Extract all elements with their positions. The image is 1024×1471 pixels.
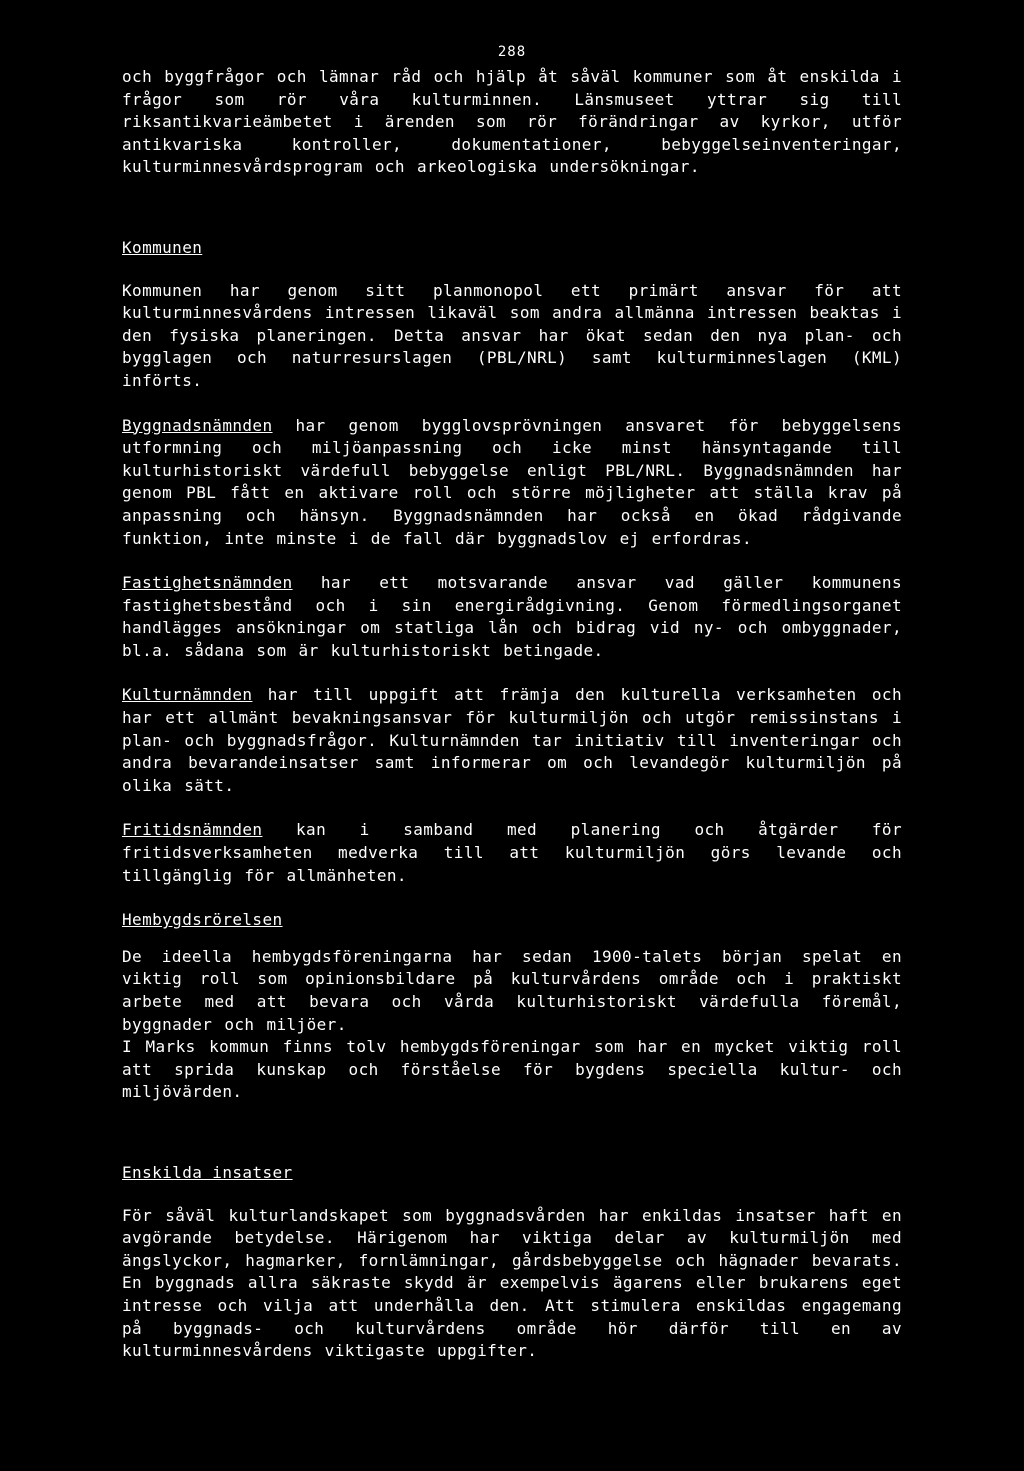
heading-hembygdsrorelsen: Hembygdsrörelsen xyxy=(122,910,283,930)
fastighetsnamnden-paragraph xyxy=(122,572,902,662)
section-hembygdsrorelsen xyxy=(122,909,902,1104)
kulturnamnden-lead: Kulturnämnden xyxy=(122,685,253,705)
fastighetsnamnden-lead: Fastighetsnämnden xyxy=(122,573,293,593)
document-body xyxy=(122,66,902,1363)
kulturnamnden-text: har till uppgift att främja den kulturella verksamheten och har ett allmänt bevakningsansvar för kulturmiljön och utgör remissinstans i plan- och byggnadsfrågor. Kulturnämnden tar initiativ till inventeringar och andra bevarandeinsatser samt informerar om och levandegör kulturmiljön på olika sätt. xyxy=(122,685,902,795)
kommunen-paragraph: Kommunen har genom sitt planmonopol ett primärt ansvar för att kulturminnesvårdens intressen likaväl som andra allmänna intressen beaktas i den fysiska planeringen. Detta ansvar har ökat sedan den nya plan- och bygglagen och naturresurslagen (PBL/NRL) samt kulturminneslagen (KML) införts. xyxy=(122,280,902,390)
fritidsnamnden-text: kan i samband med planering och åtgärder för fritidsverksamheten medverka till att kulturmiljön görs levande och tillgänglig för allmänheten. xyxy=(122,820,902,885)
section-kommunen xyxy=(122,237,902,393)
hembygdsrorelsen-paragraph-2: I Marks kommun finns tolv hembygdsföreningar som har en mycket viktig roll att sprida kunskap och förståelse för bygdens speciella kultur- och miljövärden. xyxy=(122,1037,902,1102)
heading-enskilda-insatser: Enskilda insatser xyxy=(122,1162,293,1182)
section-enskilda-insatser xyxy=(122,1162,902,1363)
fastighetsnamnden-text: har ett motsvarande ansvar vad gäller kommunens fastighetsbestånd och i sin energirådgivning. Genom förmedlingsorganet handlägges ansökningar om statliga lån och bidrag vid ny- och ombyggnader, bl.a. sådana som är kulturhistoriskt betingade. xyxy=(122,573,902,660)
hembygdsrorelsen-paragraph-1: De ideella hembygdsföreningarna har sedan 1900-talets början spelat en viktig roll som opinionsbildare på kulturvårdens område och i praktiskt arbete med att bevara och vårda kulturhistoriskt värdefulla föremål, byggnader och miljöer. xyxy=(122,946,902,1034)
byggnadsnamnden-paragraph xyxy=(122,415,902,551)
fritidsnamnden-lead: Fritidsnämnden xyxy=(122,820,263,840)
page-number: 288 xyxy=(497,44,527,60)
heading-kommunen: Kommunen xyxy=(122,237,203,257)
byggnadsnamnden-text: har genom bygglovsprövningen ansvaret för bebyggelsens utformning och miljöanpassning och icke minst hänsyntagande till kulturhistoriskt värdefull bebyggelse enligt PBL/NRL. Byggnadsnämnden har genom PBL fått en aktivare roll och större möjligheter att ställa krav på anpassning och hänsyn. Byggnadsnämnden har också en ökad rådgivande funktion, inte minste i de fall där byggnadslov ej erfordras. xyxy=(122,415,902,548)
fritidsnamnden-paragraph xyxy=(122,819,902,887)
byggnadsnamnden-lead: Byggnadsnämnden xyxy=(122,415,273,435)
kulturnamnden-paragraph xyxy=(122,684,902,797)
enskilda-paragraph: För såväl kulturlandskapet som byggnadsvården har enkildas insatser haft en avgörande betydelse. Härigenom har viktiga delar av kulturmiljön med ängslyckor, hagmarker, fornlämningar, gårdsbebyggelse och hägnader bevarats. En byggnads allra säkraste skydd är exempelvis ägarens eller brukarens eget intresse och vilja att underhålla den. Att stimulera enskildas engagemang på byggnads- och kulturvårdens område hör därför till en av kulturminnesvårdens viktigaste uppgifter. xyxy=(122,1205,902,1361)
intro-paragraph: och byggfrågor och lämnar råd och hjälp åt såväl kommuner som åt enskilda i frågor som rör våra kulturminnen. Länsmuseet yttrar sig till riksantikvarieämbetet i ärenden som rör förändringar av kyrkor, utför antikvariska kontroller, dokumentationer, bebyggelseinventeringar, kulturminnesvårdsprogram och arkeologiska undersökningar. xyxy=(122,67,902,177)
